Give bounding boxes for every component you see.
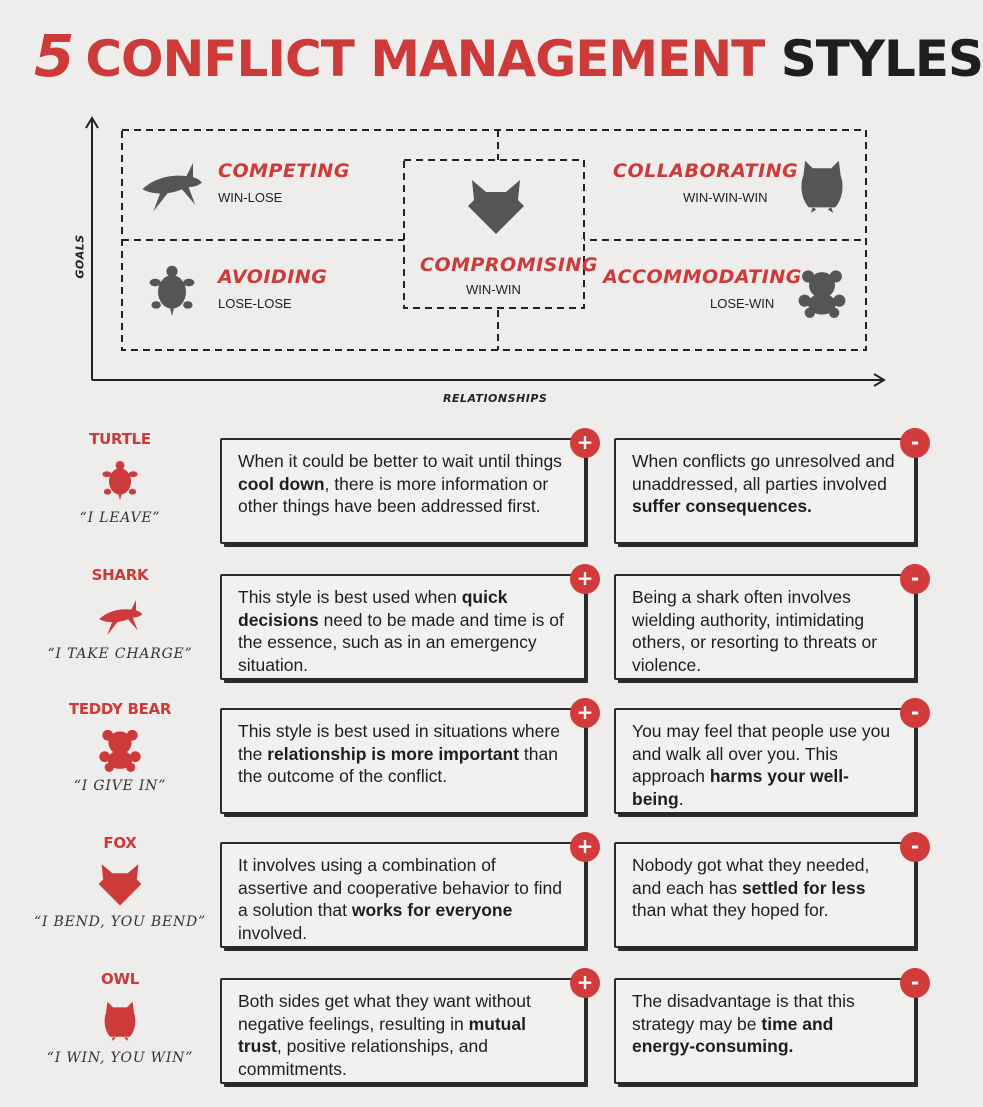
title-last: STYLES (780, 30, 983, 88)
fox-icon (466, 176, 526, 236)
body-text: than the outcome of the conflict. (238, 743, 558, 786)
pro-text (238, 586, 570, 676)
persona-quote: “I TAKE CHARGE” (47, 646, 193, 662)
body-text: When conflicts go unresolved and unaddressed, all parties involved (632, 451, 895, 494)
con-text (632, 720, 900, 810)
pro-card (220, 834, 594, 948)
con-text (632, 990, 900, 1058)
quadrant-collaborating-outcome: WIN-WIN-WIN (683, 190, 768, 205)
con-card (614, 834, 920, 948)
title-main: CONFLICT MANAGEMENT (85, 30, 765, 88)
persona-name: SHARK (91, 566, 149, 584)
emphasis-text: quick decisions (238, 587, 508, 630)
owl-icon (794, 154, 850, 216)
persona-quote: “I LEAVE” (79, 510, 161, 526)
persona-quote: “I BEND, YOU BEND” (33, 914, 207, 930)
turtle-icon (144, 260, 200, 320)
emphasis-text: relationship is more important (267, 743, 520, 764)
pro-text (238, 720, 570, 788)
body-text: This style is best used in situations where the (238, 721, 560, 764)
body-text: . (678, 788, 684, 809)
pro-card (220, 700, 594, 814)
quadrant-accommodating-title: ACCOMMODATING (603, 266, 802, 288)
emphasis-text: suffer consequences. (632, 496, 812, 516)
pro-text (238, 854, 570, 944)
persona (30, 970, 210, 1066)
body-text: Being a shark often involves wielding authority, intimidating others, or resorting to threats or violence. (632, 587, 878, 675)
style-row-turtle (0, 430, 960, 560)
body-text: When it could be better to wait until things (238, 451, 562, 471)
emphasis-text: mutual trust (238, 1013, 526, 1056)
body-text: , positive relationships, and commitments. (238, 1036, 488, 1079)
plus-icon: + (570, 832, 600, 862)
body-text: Nobody got what they needed, and each has (632, 855, 870, 898)
pro-text (238, 990, 570, 1080)
con-text (632, 854, 900, 922)
persona-name: OWL (101, 970, 139, 988)
conflict-styles-diagram (60, 110, 900, 410)
body-text: The disadvantage is that this strategy may be (632, 991, 855, 1034)
quadrant-avoiding-outcome: LOSE-LOSE (218, 296, 292, 311)
body-text: need to be made and time is of the essence, such as in an emergency situation. (238, 609, 564, 675)
pro-card (220, 566, 594, 680)
quadrant-avoiding-title: AVOIDING (218, 266, 328, 288)
persona (30, 566, 210, 662)
body-text: This style is best used when (238, 587, 462, 607)
plus-icon: + (570, 428, 600, 458)
minus-icon: - (900, 698, 930, 728)
body-text: You may feel that people use you and walk all over you. This approach (632, 721, 891, 786)
turtle-icon (98, 454, 142, 506)
body-text: than what they hoped for. (632, 900, 829, 920)
con-text (632, 586, 900, 676)
quadrant-competing-outcome: WIN-LOSE (218, 190, 283, 205)
teddy-bear-icon (796, 264, 848, 320)
persona-quote: “I GIVE IN” (73, 778, 167, 794)
y-axis-label: GOALS (73, 234, 87, 279)
body-text: involved. (238, 922, 308, 943)
style-row-owl (0, 970, 960, 1100)
fox-icon (97, 858, 143, 910)
con-card (614, 566, 920, 680)
style-row-fox (0, 834, 960, 964)
persona-name: TURTLE (89, 430, 151, 448)
minus-icon: - (900, 968, 930, 998)
pro-card (220, 430, 594, 544)
emphasis-text: time and energy-consuming. (632, 1013, 834, 1056)
body-text: , there is more information or other things have been addressed first. (238, 473, 549, 516)
shark-icon (96, 590, 144, 642)
plus-icon: + (570, 698, 600, 728)
quadrant-compromising-title: COMPROMISING (420, 254, 598, 276)
persona-name: FOX (103, 834, 137, 852)
quadrant-competing-title: COMPETING (218, 160, 350, 182)
con-card (614, 700, 920, 814)
style-row-teddy-bear (0, 700, 960, 830)
quadrant-accommodating-outcome: LOSE-WIN (710, 296, 775, 311)
title-number: 5 (34, 22, 74, 90)
plus-icon: + (570, 968, 600, 998)
minus-icon: - (900, 564, 930, 594)
persona (30, 700, 210, 794)
minus-icon: - (900, 428, 930, 458)
plus-icon: + (570, 564, 600, 594)
body-text: It involves using a combination of assertive and cooperative behavior to find a solution that (238, 855, 562, 920)
quadrant-compromising-outcome: WIN-WIN (466, 282, 521, 297)
teddy-bear-icon (97, 724, 143, 774)
pro-text (238, 450, 570, 518)
shark-icon (138, 152, 204, 218)
pro-card (220, 970, 594, 1084)
page-title (34, 22, 983, 90)
con-text (632, 450, 900, 518)
persona-name: TEDDY BEAR (68, 700, 172, 718)
minus-icon: - (900, 832, 930, 862)
emphasis-text: harms your well-being (632, 766, 849, 809)
con-card (614, 430, 920, 544)
emphasis-text: works for everyone (351, 900, 513, 920)
body-text: Both sides get what they want without negative feelings, resulting in (238, 991, 531, 1034)
style-row-shark (0, 566, 960, 696)
emphasis-text: settled for less (741, 877, 866, 898)
persona (30, 430, 210, 526)
emphasis-text: cool down (238, 473, 325, 494)
quadrant-collaborating-title: COLLABORATING (613, 160, 799, 182)
persona (30, 834, 210, 930)
persona-quote: “I WIN, YOU WIN” (46, 1050, 194, 1066)
x-axis-label: RELATIONSHIPS (443, 392, 548, 405)
con-card (614, 970, 920, 1084)
owl-icon (99, 994, 141, 1046)
